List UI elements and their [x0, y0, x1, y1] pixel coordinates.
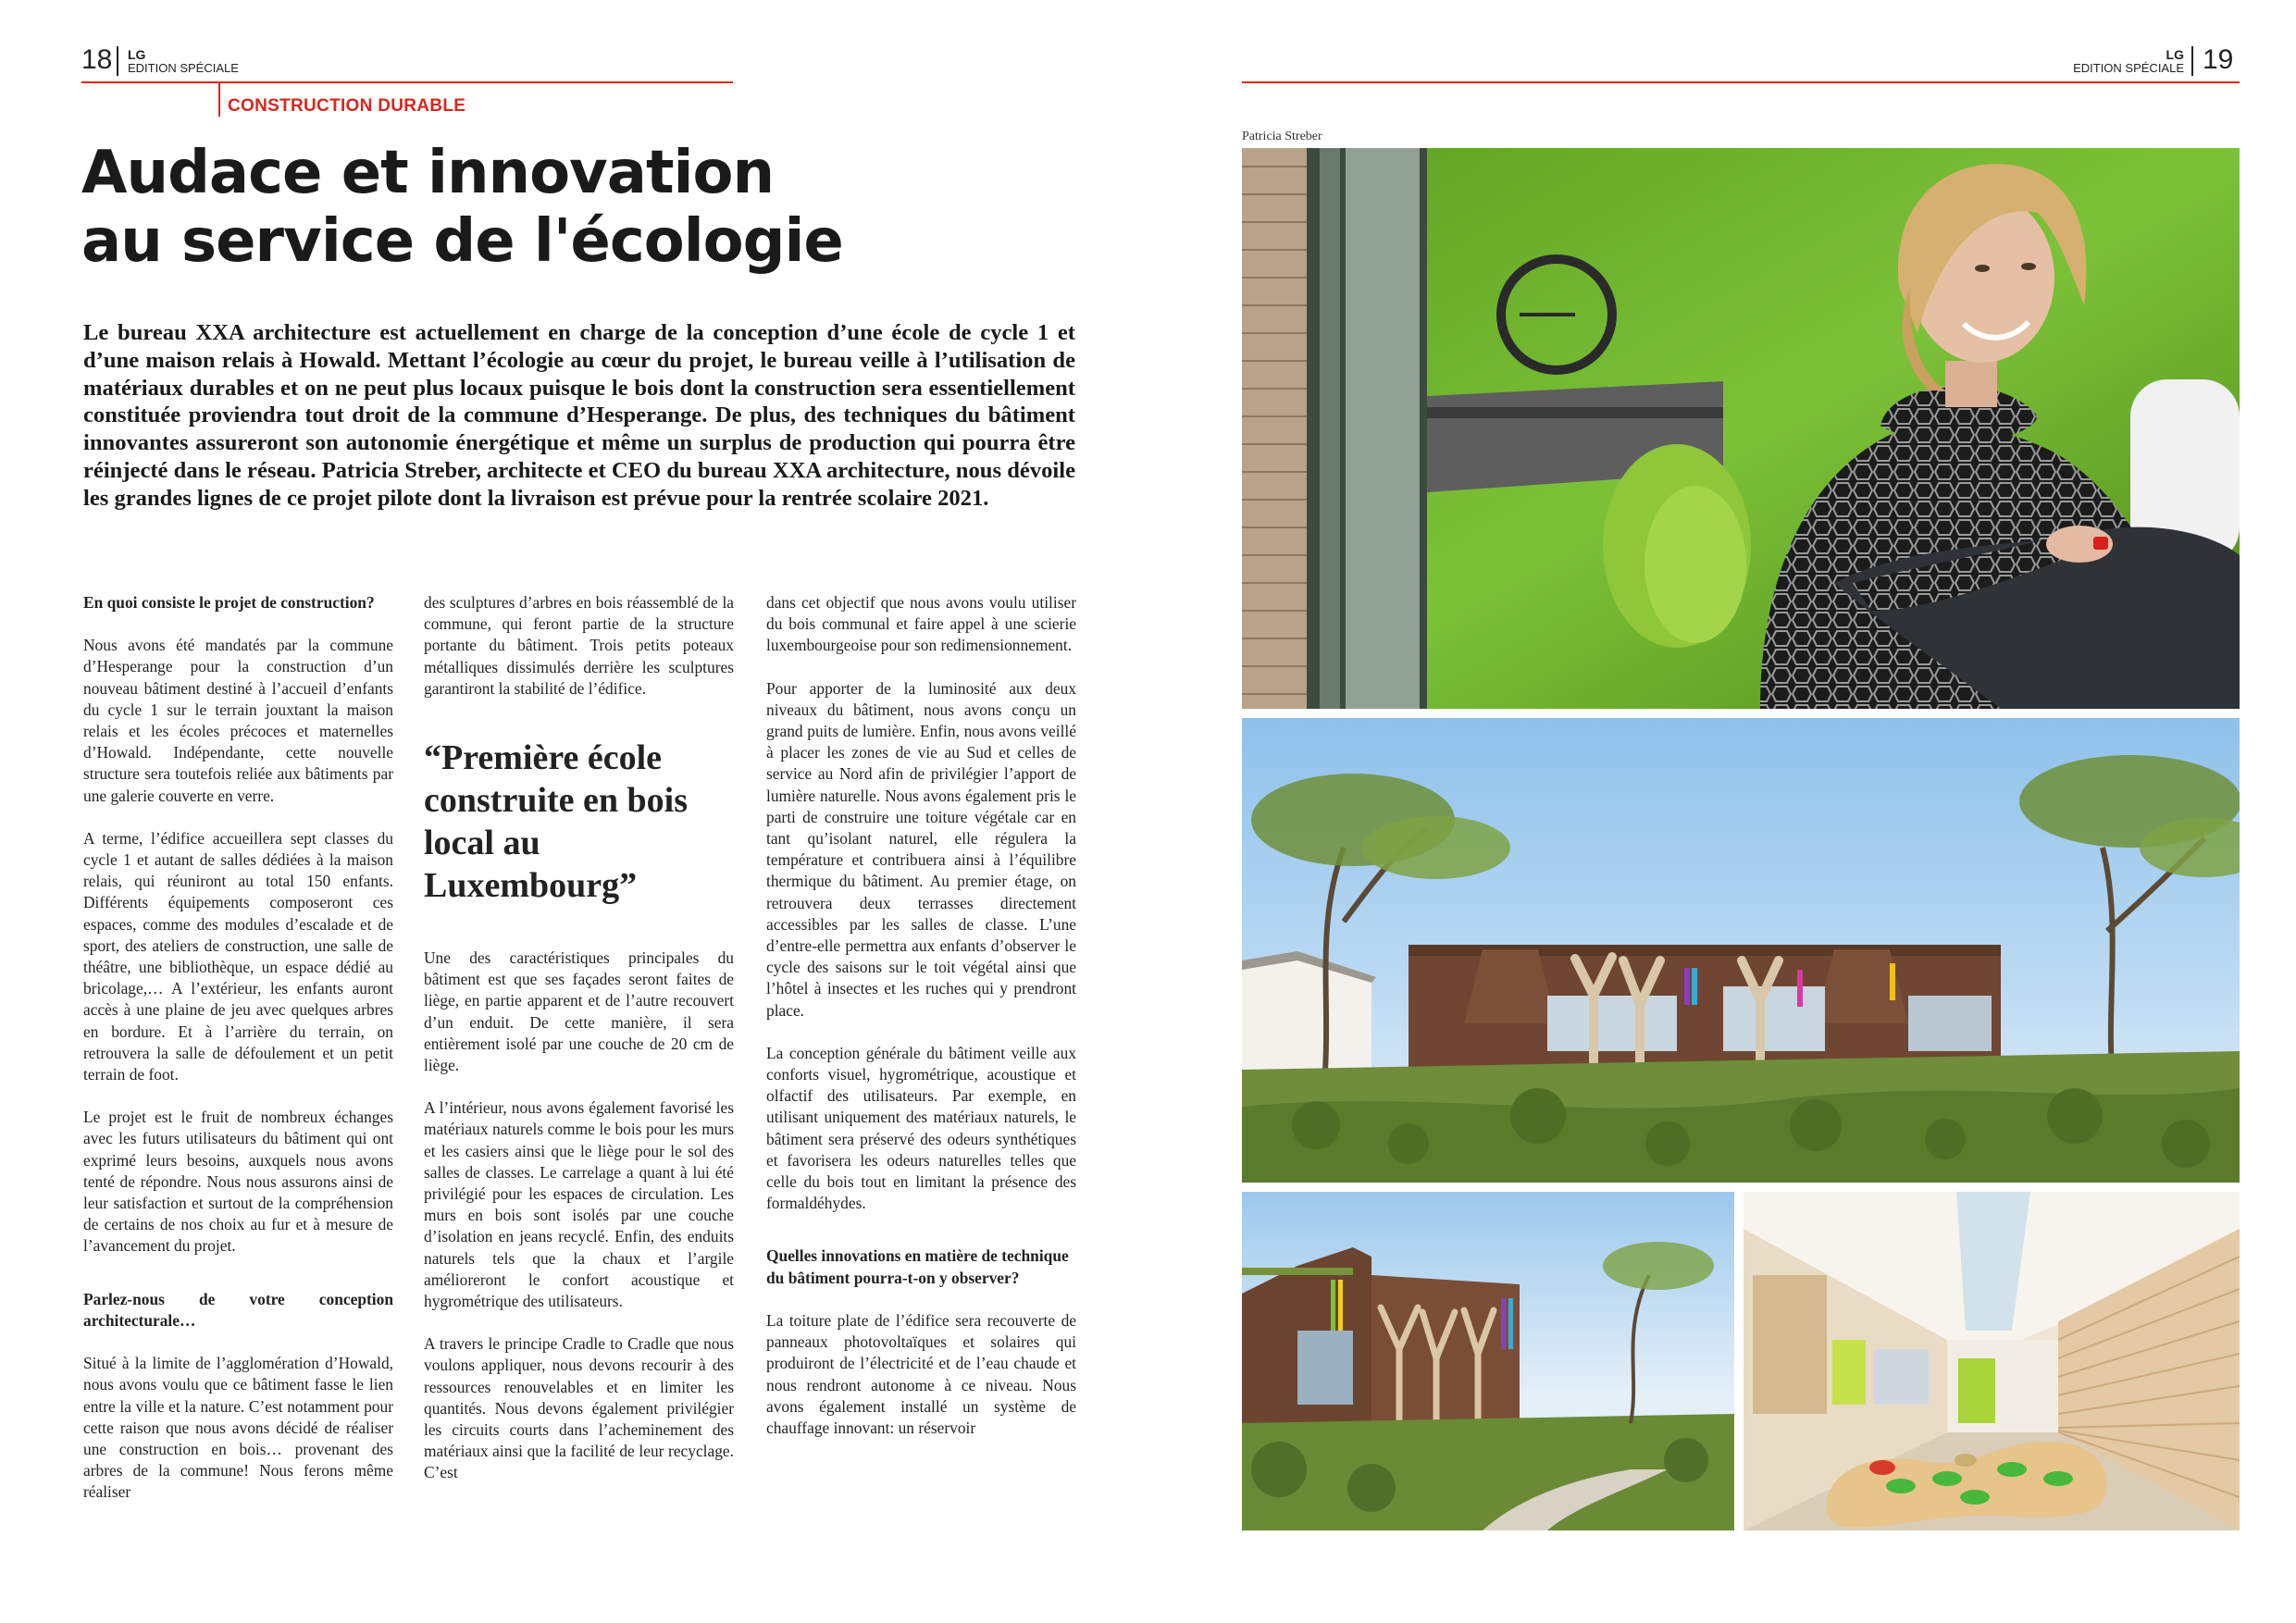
right-edition-label: EDITION SPÉCIALE: [2073, 61, 2184, 75]
left-page-number: 18: [81, 44, 113, 75]
title-line-1: Audace et innovation: [81, 139, 774, 207]
paragraph: dans cet objectif que nous avons voulu utiliser du bois communal et faire appel à une scierie luxembourgeoise pour son redimensionnement.: [766, 593, 1076, 655]
building-exterior-render: [1242, 718, 2240, 1183]
text-column-3: [766, 592, 1076, 1460]
paragraph: des sculptures d’arbres en bois réassemblé de la commune, qui feront partie de la structure portante du bâtiment. Trois petits poteaux métalliques dissimulés derrière les sculptures garantiront la stabilité de l’édifice.: [424, 593, 734, 698]
section-marker-line: [218, 83, 220, 117]
left-magazine-logo: LG: [128, 47, 146, 62]
right-header-rule: [1242, 81, 2240, 83]
paragraph: La toiture plate de l’édifice sera recouverte de panneaux photovoltaïques et solaires qui produiront de l’électricité et de l’eau chaude et nous rendront autonome à ce niveau. Nous avons également installé un système de chauffage innovant: un réservoir: [766, 1310, 1076, 1437]
question-heading: Parlez-nous de votre conception architecturale…: [83, 1289, 393, 1330]
left-edition-label: EDITION SPÉCIALE: [128, 61, 239, 75]
side-illustration: [1242, 1192, 1734, 1530]
interior-render: [1744, 1192, 2240, 1530]
right-header-divider: [2191, 46, 2193, 76]
paragraph: La conception générale du bâtiment veille aux conforts visuel, hygrométrique, acoustique et olfactif des utilisateurs. Par exemple, en utilisant uniquement des matériaux naturels, le bâtiment sera préservé des odeurs synthétiques et favorisera les odeurs naturelles telles que celle du bois tout en limitant la présence des formaldéhydes.: [766, 1043, 1076, 1213]
paragraph: Le projet est le fruit de nombreux échanges avec les futurs utilisateurs du bâtiment qui ont exprimé leurs besoins, auxquels nous avons tenté de répondre. Nous nous assurons ainsi de leur satisfaction et surtout de la compréhension de certains de nos choix au fur et à mesure de l’avancement du projet.: [83, 1108, 393, 1256]
title-line-2: au service de l'écologie: [81, 207, 843, 276]
paragraph: Situé à la limite de l’agglomération d’Howald, nous avons voulu que ce bâtiment fasse le lien entre la ville et la nature. C’est notamment pour cette raison que nous avons décidé de réaliser une construction en bois… provenant des arbres de la commune! Nous ferons même réaliser: [83, 1354, 393, 1502]
right-magazine-logo: LG: [2166, 47, 2184, 62]
portrait-illustration: [1242, 148, 2240, 709]
text-column-2: [424, 592, 734, 1505]
paragraph: A terme, l’édifice accueillera sept classes du cycle 1 et autant de salles dédiées à la maison relais, qui réuniront au total 150 enfants. Différents équipements composeront ces espaces, comme des modules d’escalade et de sport, des ateliers de construction, une salle de théâtre, une bibliothèque, un espace dédié au bricolage,… A l’extérieur, les enfants auront accès à une plaine de jeu avec quelques arbres en bordure. Et à l’arrière du terrain, on retrouvera la salle de défoulement et un petit terrain de foot.: [83, 828, 393, 1084]
paragraph: A l’intérieur, nous avons également favorisé les matériaux naturels comme le bois pour les murs et les casiers ainsi que le liège pour le sol des salles de classes. Le carrelage a quant à lui été privilégié pour les espaces de circulation. Les murs en bois sont isolés par une couche d’isolation en jeans recyclé. Enfin, des enduits naturels tels que la chaux et l’argile amélioreront le confort acoustique et hygrométrique des utilisateurs.: [424, 1098, 734, 1311]
portrait-photo: [1242, 148, 2240, 709]
right-page-number: 19: [2203, 44, 2234, 75]
paragraph: Une des caractéristiques principales du bâtiment est que ses façades seront faites de liège, en partie apparent et de l’autre recouvert d’un enduit. De cette manière, il sera entièrement isolé par une couche de 20 cm de liège.: [424, 948, 734, 1075]
paragraph: Nous avons été mandatés par la commune d’Hesperange pour la construction d’un nouveau bâtiment destiné à l’accueil d’enfants du cycle 1 sur le terrain jouxtant la maison relais et les écoles précoces et maternelles d’Howald. Indépendante, cette nouvelle structure sera toutefois reliée aux bâtiments par une galerie couverte en verre.: [83, 636, 393, 805]
pull-quote: “Première école construite en bois local au Luxembourg”: [424, 738, 688, 906]
section-label: CONSTRUCTION DURABLE: [228, 96, 466, 116]
exterior-illustration: [1242, 718, 2240, 1183]
question-heading: En quoi consiste le projet de construction?: [83, 593, 375, 612]
article-lead: Le bureau XXA architecture est actuellement en charge de la conception d’une école de cycle 1 et d’une maison relais à Howald. Mettant l’écologie au cœur du projet, le bureau veille à l’utilisation de matériaux durables et on ne peut plus locaux puisque le bois dont la construction sera essentiellement constituée proviendra tout droit de la commune d’Hesperange. De plus, des techniques du bâtiment innovantes assureront son autonomie énergétique et même un surplus de production qui pourra être réinjecté dans le réseau. Patricia Streber, architecte et CEO du bureau XXA architecture, nous dévoile les grandes lignes de ce projet pilote dont la livraison est prévue pour la rentrée scolaire 2021.: [83, 320, 1075, 511]
article-title: [81, 139, 1007, 276]
photo-caption: Patricia Streber: [1242, 130, 1322, 143]
interior-illustration: [1744, 1192, 2240, 1530]
left-header-divider: [117, 46, 118, 76]
right-magazine-mark: [2036, 48, 2184, 75]
question-heading: Quelles innovations en matière de technique du bâtiment pourra-t-on y observer?: [766, 1246, 1069, 1287]
left-magazine-mark: [128, 48, 239, 75]
paragraph: A travers le principe Cradle to Cradle que nous voulons appliquer, nous devons recourir à des ressources renouvelables et en limiter les quantités. Nous devons également privilégier les circuits courts dans l’acheminement des matériaux ainsi que la facilité de leur recyclage. C’est: [424, 1334, 734, 1482]
paragraph: Pour apporter de la luminosité aux deux niveaux du bâtiment, nous avons conçu un grand puits de lumière. Enfin, nous avons veillé à placer les zones de vie au Sud et celles de service au Nord afin de privilégier l’apport de lumière naturelle. Nous avons également pris le parti de construire une toiture végétale car en tant qu’isolant naturel, elle régulera la température et contribuera ainsi à l’équilibre thermique du bâtiment. Au premier étage, on retrouvera deux terrasses directement accessibles par les salles de classe. L’une d’entre-elle permettra aux enfants d’observer le cycle des saisons sur le toit végétal ainsi que l’hôtel à insectes et les ruches qui y prendront place.: [766, 678, 1076, 1020]
left-header-rule: [81, 81, 733, 83]
building-side-render: [1242, 1192, 1734, 1530]
text-column-1: [83, 592, 393, 1525]
